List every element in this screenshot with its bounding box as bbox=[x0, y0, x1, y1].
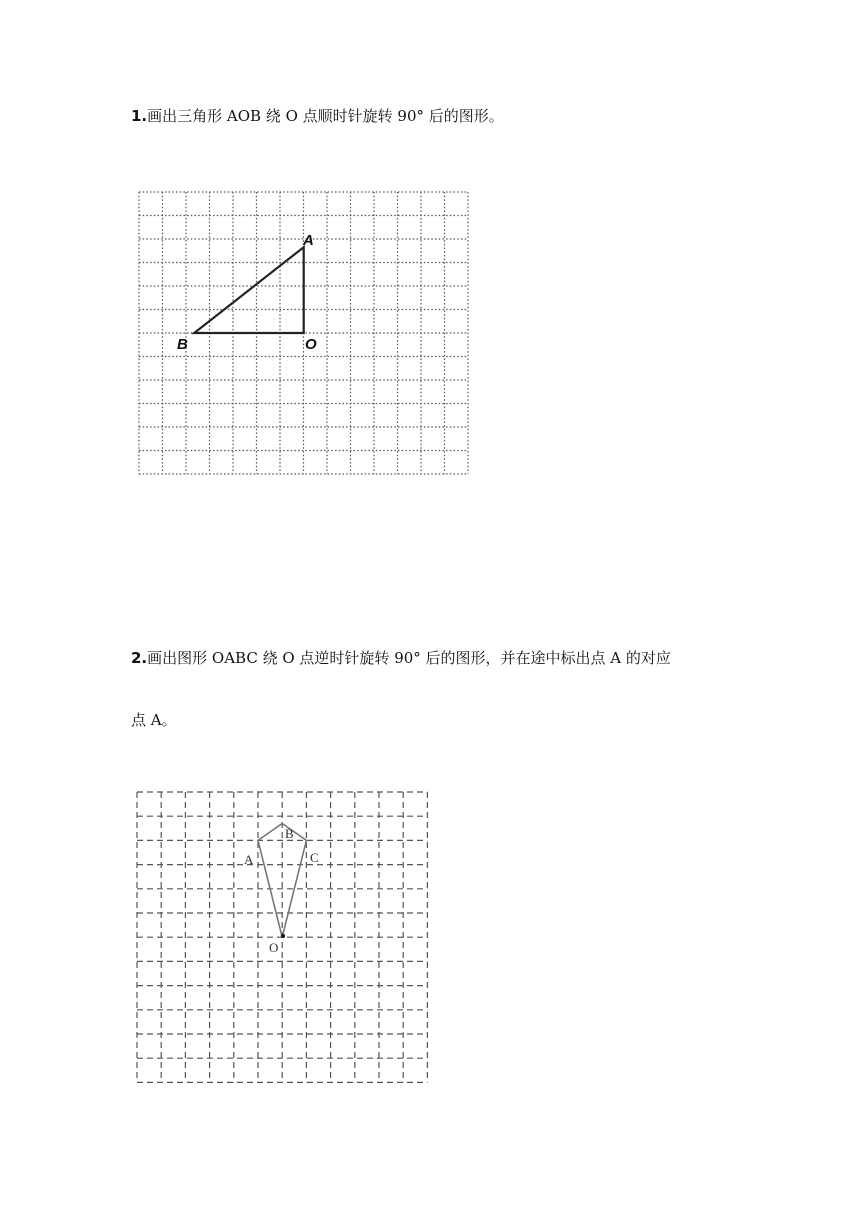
point-label-b: B bbox=[177, 336, 188, 353]
question-text-line-2: 点 A。 bbox=[131, 711, 177, 729]
point-label-a: A bbox=[244, 852, 254, 867]
question-text: 画出三角形 AOB 绕 O 点顺时针旋转 90° 后的图形。 bbox=[147, 107, 504, 125]
point-label-a: A bbox=[303, 232, 314, 249]
question-number: 1. bbox=[131, 107, 148, 125]
point-label-b: B bbox=[285, 826, 294, 841]
figure-2-grid bbox=[133, 788, 431, 1084]
question-2 bbox=[131, 648, 671, 668]
question-number: 2. bbox=[131, 649, 148, 667]
question-text-line-1: 画出图形 OABC 绕 O 点逆时针旋转 90° 后的图形，并在途中标出点 A 的对应 bbox=[147, 649, 671, 667]
point-label-c: C bbox=[310, 850, 319, 865]
figure-1-grid bbox=[135, 188, 469, 482]
point-o-dot bbox=[281, 934, 285, 938]
point-label-o: O bbox=[269, 940, 279, 955]
question-2-continued bbox=[131, 710, 177, 730]
question-1 bbox=[131, 106, 504, 126]
triangle-aob bbox=[194, 247, 304, 333]
point-label-o: O bbox=[305, 336, 317, 353]
